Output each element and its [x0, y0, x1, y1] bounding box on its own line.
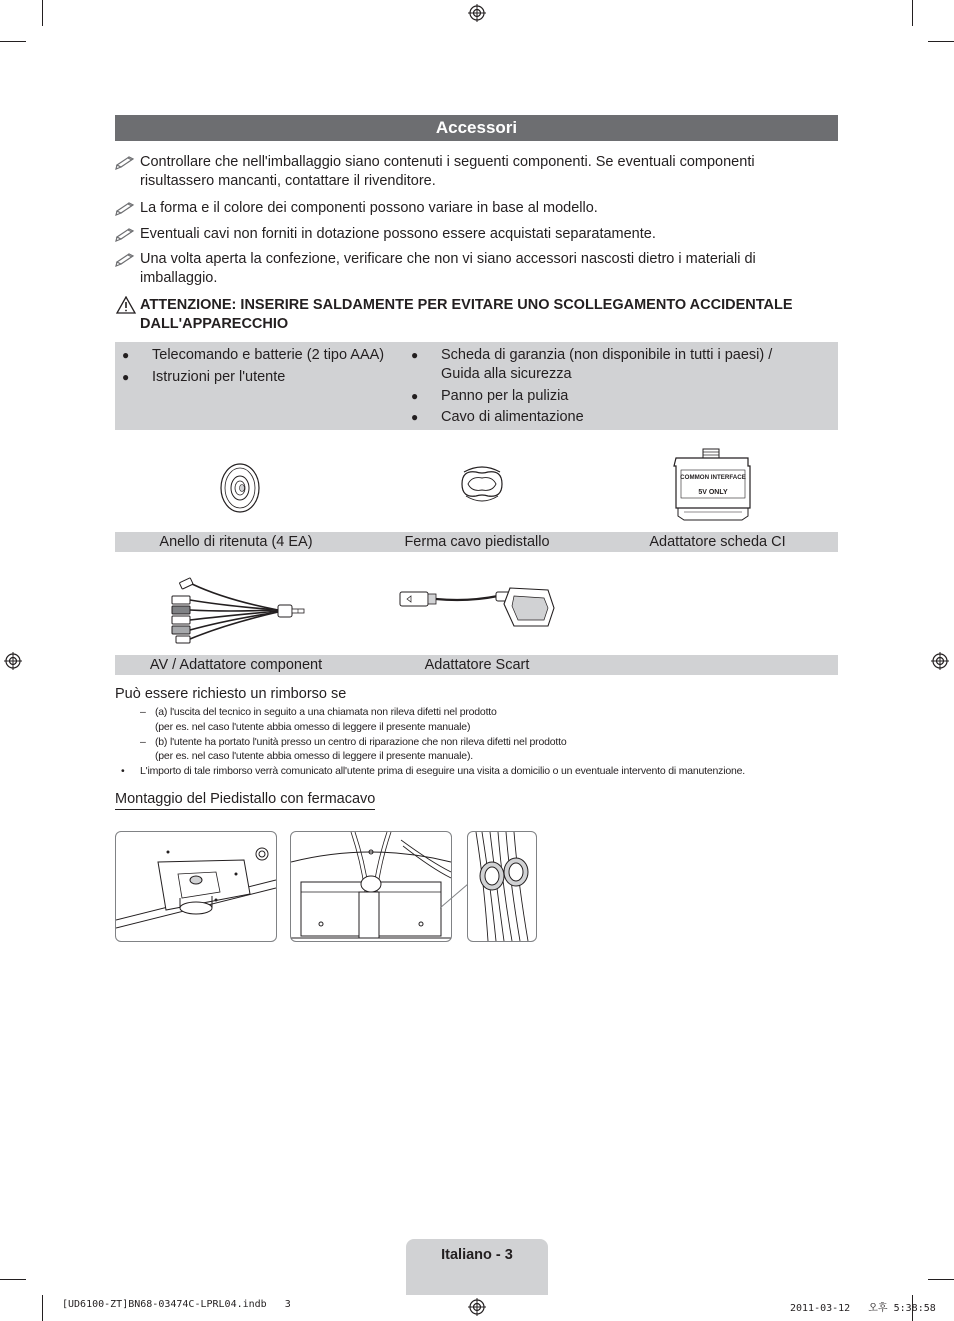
caption-label: Anello di ritenuta (4 EA) — [159, 534, 313, 550]
ci-adapter-label: 5V ONLY — [698, 489, 728, 496]
av-component-adapter-illustration — [166, 572, 312, 646]
caption-label: Adattatore scheda CI — [649, 534, 786, 550]
bullet-icon: ● — [411, 348, 419, 362]
refund-text: (per es. nel caso l'utente abbia omesso di leggere il presente manuale). — [155, 750, 473, 762]
bullet-icon: ● — [122, 370, 130, 384]
list-item-text: Guida alla sicurezza — [441, 366, 572, 382]
warning-text: ATTENZIONE: INSERIRE SALDAMENTE PER EVITARE UNO SCOLLEGAMENTO ACCIDENTALE — [140, 297, 793, 313]
refund-text: (b) l'utente ha portato l'unità presso un centro di riparazione che non rileva difetti nel prodotto — [155, 736, 567, 748]
refund-intro: Può essere richiesto un rimborso se — [115, 686, 347, 702]
holder-ring-illustration — [218, 462, 262, 514]
list-item — [411, 346, 811, 384]
crop-mark — [928, 41, 954, 42]
assembly-step-illustration — [115, 831, 277, 942]
caption-label: Adattatore Scart — [424, 657, 530, 673]
pencil-note-icon — [115, 153, 137, 171]
note-item — [115, 153, 795, 190]
refund-dash: – — [140, 706, 146, 718]
list-item-text: Istruzioni per l'utente — [152, 369, 286, 385]
page-number: Italiano - 3 — [406, 1239, 548, 1295]
refund-bullet: • — [121, 765, 125, 777]
ci-adapter-label: COMMON INTERFACE — [680, 474, 746, 481]
cable-holder-illustration — [458, 462, 506, 506]
caption-label: AV / Adattatore component — [149, 657, 323, 673]
included-items-box — [115, 342, 838, 430]
pencil-note-icon — [115, 250, 137, 268]
crop-mark — [42, 1295, 43, 1321]
assembly-detail-illustration — [467, 831, 537, 942]
caption-bar — [115, 655, 838, 675]
list-item-text: Panno per la pulizia — [441, 388, 569, 404]
registration-mark-icon — [4, 652, 22, 670]
assembly-step-illustration — [290, 831, 452, 942]
registration-mark-icon — [468, 4, 486, 22]
crop-mark — [928, 1279, 954, 1280]
bullet-icon: ● — [411, 389, 419, 403]
note-text: Una volta aperta la confezione, verificare che non vi siano accessori nascosti dietro i materiali di — [140, 251, 756, 267]
pencil-note-icon — [115, 225, 137, 243]
note-text: Eventuali cavi non forniti in dotazione possono essere acquistati separatamente. — [140, 226, 656, 242]
ci-card-adapter-illustration — [672, 448, 752, 523]
bullet-icon: ● — [122, 348, 130, 362]
warning-note — [115, 296, 795, 333]
caption-bar — [115, 532, 838, 552]
note-text: risultassero mancanti, contattare il rivenditore. — [140, 172, 436, 189]
section-title: Accessori — [115, 115, 838, 141]
crop-mark — [912, 0, 913, 26]
list-item-text: Cavo di alimentazione — [441, 409, 584, 425]
refund-text: L'importo di tale rimborso verrà comunicato all'utente prima di eseguire una visita a domicilio o un eventuale intervento di manutenzione. — [140, 765, 745, 777]
registration-mark-icon — [931, 652, 949, 670]
list-item — [411, 387, 811, 406]
refund-text: (a) l'uscita del tecnico in seguito a una chiamata non rileva difetti nel prodotto — [155, 706, 497, 718]
bullet-icon: ● — [411, 410, 419, 424]
refund-dash: – — [140, 736, 146, 748]
list-item-text: Telecomando e batterie (2 tipo AAA) — [152, 347, 385, 363]
list-item-text: Scheda di garanzia (non disponibile in tutti i paesi) / — [441, 347, 773, 363]
note-text: Controllare che nell'imballaggio siano contenuti i seguenti componenti. Se eventuali componenti — [140, 154, 755, 170]
callout-line — [440, 880, 470, 910]
note-item — [115, 199, 795, 218]
note-item — [115, 250, 795, 287]
warning-triangle-icon — [115, 296, 137, 314]
refund-text: (per es. nel caso l'utente abbia omesso di leggere il presente manuale) — [155, 721, 471, 733]
warning-text: DALL'APPARECCHIO — [140, 315, 289, 332]
note-item — [115, 225, 795, 244]
note-text: imballaggio. — [140, 269, 218, 286]
registration-mark-icon — [468, 1298, 486, 1316]
footer-file-info: [UD6100-ZT]BN68-03474C-LPRL04.indb 3 — [62, 1299, 291, 1310]
crop-mark — [42, 0, 43, 26]
crop-mark — [0, 1279, 26, 1280]
note-text: La forma e il colore dei componenti possono variare in base al modello. — [140, 200, 598, 216]
pencil-note-icon — [115, 199, 137, 217]
list-item — [122, 346, 402, 365]
assembly-subheading: Montaggio del Piedistallo con fermacavo — [115, 790, 375, 810]
crop-mark — [0, 41, 26, 42]
caption-label: Ferma cavo piedistallo — [404, 534, 550, 550]
list-item — [122, 368, 402, 387]
list-item — [411, 408, 811, 427]
scart-adapter-illustration — [398, 582, 558, 632]
footer-timestamp: 2011-03-12 오후 5:38:58 — [790, 1303, 936, 1314]
